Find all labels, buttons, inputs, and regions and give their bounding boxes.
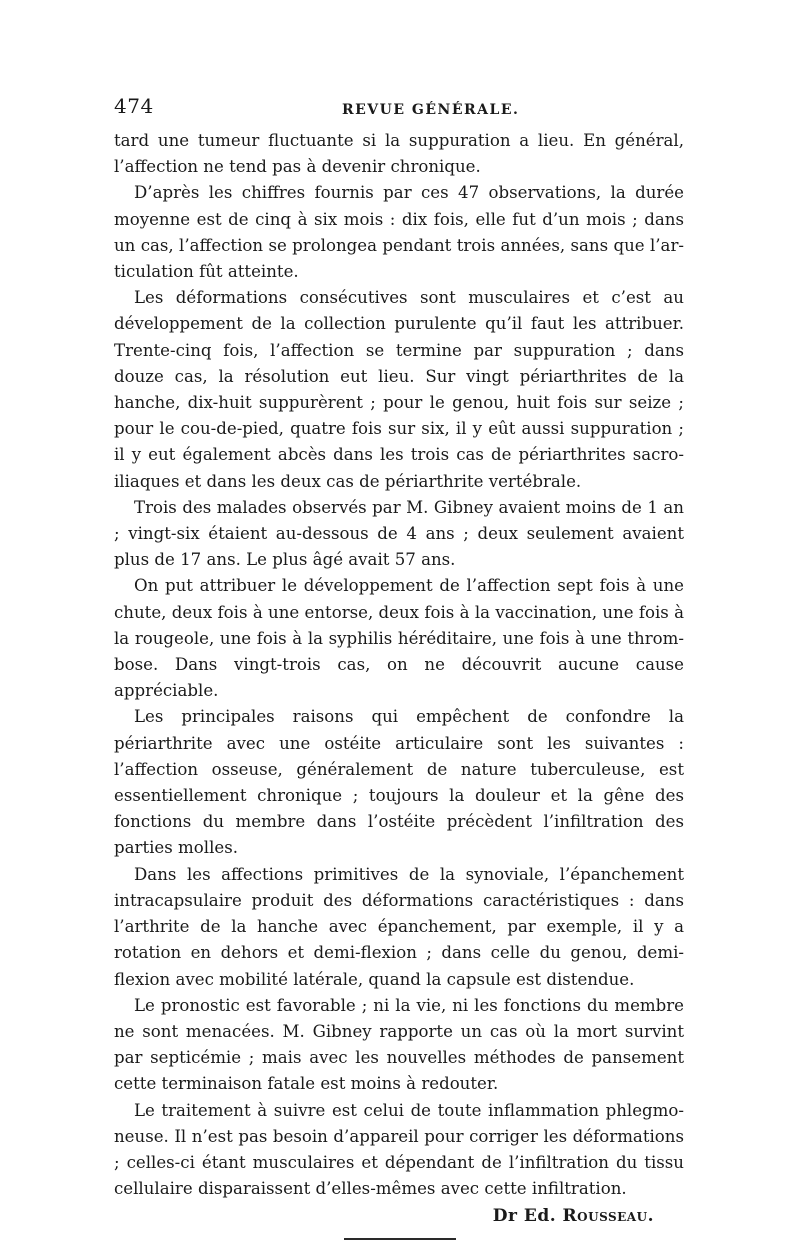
running-head: [114, 94, 684, 124]
signature-name-rest: ousseau.: [577, 1206, 654, 1227]
author-signature: [114, 1206, 684, 1226]
book-page: [114, 94, 684, 1240]
paragraph-diagnosis: Les principales raisons qui empêchent de confondre la périarthrite avec une ostéite articulaire sont les suivantes : l’affection osseuse, généralement de nature tuberculeuse, est essentiellement chronique ; toujours la douleur et la gêne des fonctions du membre dans l’ostéite précèdent l’infiltration des parties molles.: [114, 707, 684, 858]
article-body: [114, 128, 684, 1202]
page-number: 474: [114, 94, 154, 118]
signature-title: Dr: [492, 1206, 518, 1227]
running-title: REVUE GÉNÉRALE.: [342, 102, 520, 118]
paragraph-deformations: Les déformations consécutives sont musculaires et c’est au développement de la collection purulente qu’il faut les attribuer. Trente-cinq fois, l’affection se termine par suppuration ; dans douze cas, la résolution eut lieu. Sur vingt périarthrites de la hanche, dix-huit suppurèrent ; pour le genou, huit fois sur seize ; pour le cou-de-pied, quatre fois sur six, il y eût aussi suppuration ; il y eut également abcès dans les trois cas de périarthrites sacro-iliaques et dans les deux cas de périarthrite vertébrale.: [114, 288, 684, 491]
paragraph-treatment: Le traitement à suivre est celui de toute inflammation phlegmoneuse. Il n’est pas besoin d’appareil pour corriger les déformations ; celles-ci étant musculaires et dépendant de l’infiltration du tissu cellulaire disparaissent d’elles-mêmes avec cette infiltration.: [114, 1100, 684, 1199]
paragraph-ages: Trois des malades observés par M. Gibney avaient moins de 1 an ; vingt-six étaient au-dessous de 4 ans ; deux seulement avaient plus de 17 ans. Le plus âgé avait 57 ans.: [114, 497, 684, 570]
paragraph-duration: D’après les chiffres fournis par ces 47 observations, la durée moyenne est de cinq à six mois : dix fois, elle fut d’un mois ; dans un cas, l’affection se prolongea pendant trois années, sans que l’articulation fût atteinte.: [114, 183, 684, 282]
signature-name-initial: Ed. R: [523, 1206, 578, 1227]
paragraph-synovial: Dans les affections primitives de la synoviale, l’épanchement intracapsulaire produit des déformations caractéristiques : dans l’arthrite de la hanche avec épanchement, par exemple, il y a rotation en dehors et demi-flexion ; dans celle du genou, demi-flexion avec mobilité latérale, quand la capsule est distendue.: [114, 864, 684, 989]
paragraph-prognosis: Le pronostic est favorable ; ni la vie, ni les fonctions du membre ne sont menacées. M. Gibney rapporte un cas où la mort survint par septicémie ; mais avec les nouvelles méthodes de pansement cette terminaison fatale est moins à redouter.: [114, 995, 684, 1094]
paragraph-causes: On put attribuer le développement de l’affection sept fois à une chute, deux fois à une entorse, deux fois à la vaccination, une fois à la rougeole, une fois à la syphilis héréditaire, une fois à une thrombose. Dans vingt-trois cas, on ne découvrit aucune cause appréciable.: [114, 576, 684, 701]
paragraph-continued: tard une tumeur fluctuante si la suppuration a lieu. En général, l’affection ne tend pas à devenir chronique.: [114, 131, 684, 177]
